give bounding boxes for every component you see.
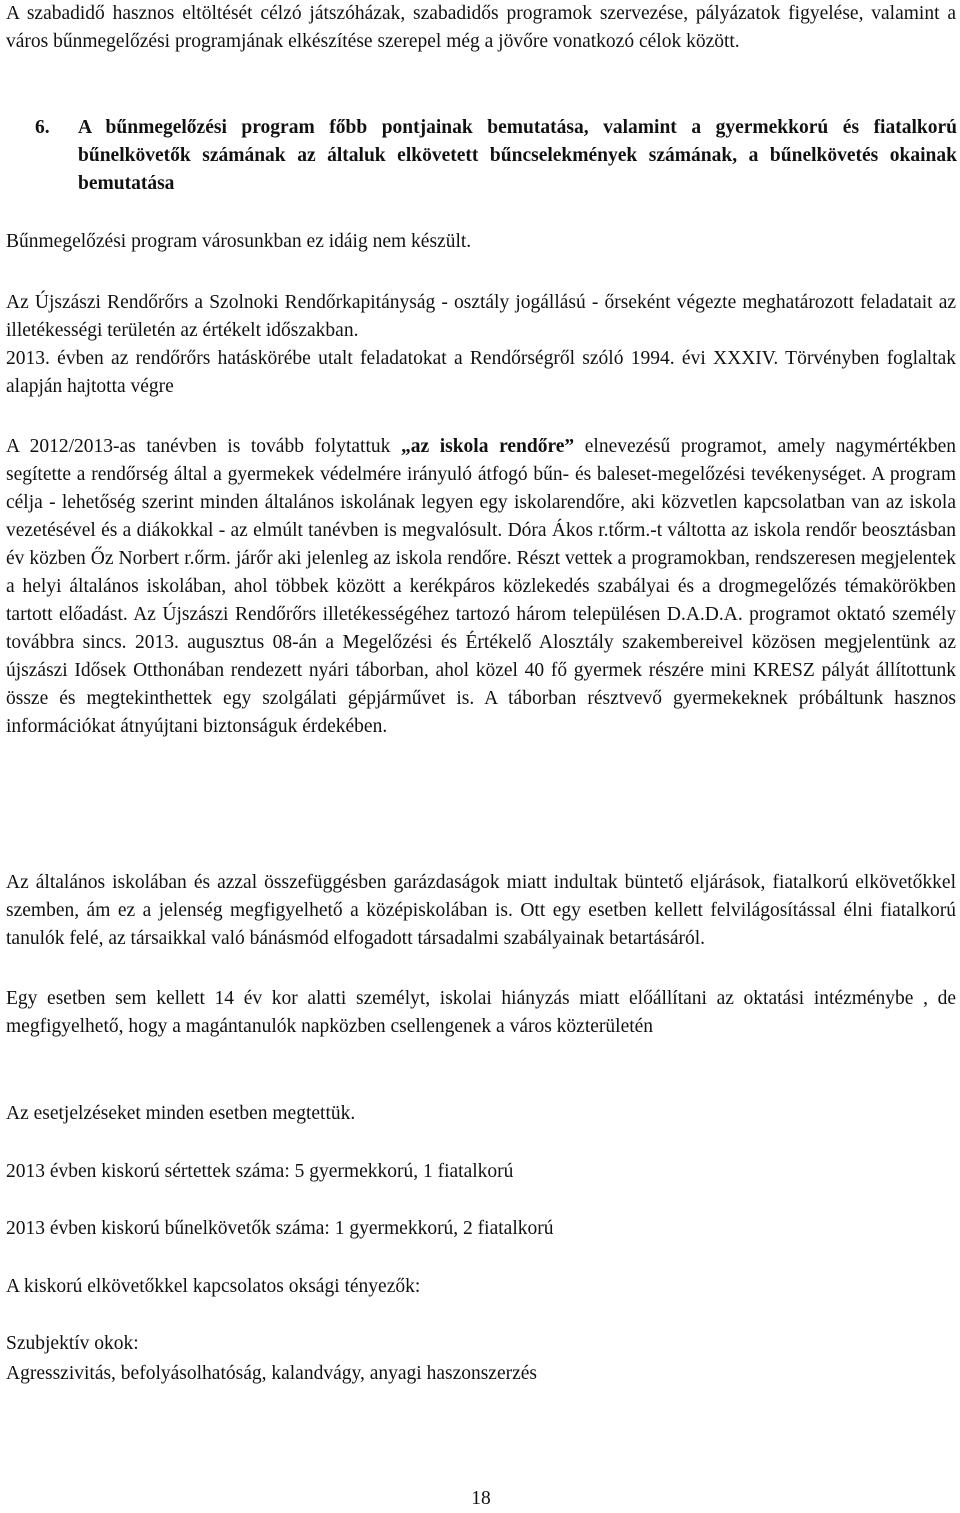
section-heading (35, 114, 957, 198)
hianyzas-paragraph: Egy esetben sem kellett 14 év kor alatti személyt, iskolai hiányzás miatt előállítani az oktatási intézménybe , de megfigyelhető, hogy a magántanulók napközben csellengenek a város közterületén (6, 988, 956, 1037)
oksagi-tenyezok-line: A kiskorú elkövetőkkel kapcsolatos oksági tényezők: (6, 1276, 421, 1297)
szubjektiv-okok-list: Agresszivitás, befolyásolhatóság, kalandvágy, anyagi haszonszerzés (6, 1363, 538, 1384)
section-number: 6. (35, 117, 50, 138)
program-paragraph: Bűnmegelőzési program városunkban ez idáig nem készült. (6, 231, 472, 252)
esetjelzes-paragraph: Az esetjelzéseket minden esetben megtettük. (6, 1103, 356, 1124)
garazdasag-paragraph: Az általános iskolában és azzal összefüggésben garázdaságok miatt indultak büntető eljárások, fiatalkorú elkövetőkkel szemben, ám ez a jelenség megfigyelhető a középiskolában is. Ott egy esetben kellett felvilágosítással élni fiatalkorú tanulók felé, az társaikkal való bánásmód elfogadott társadalmi szabályainak betartásáról. (6, 872, 956, 949)
intro-paragraph: A szabadidő hasznos eltöltését célzó játszóházak, szabadidős programok szervezése, pályázatok figyelése, valamint a város bűnmegelőzési programjának elkészítése szerepel még a jövőre vonatkozó célok között. (6, 3, 956, 52)
iskola-text-before: A 2012/2013-as tanévben is tovább folytattuk (6, 436, 401, 457)
year-2013-paragraph: 2013. évben az rendőrőrs hatáskörébe utalt feladatokat a Rendőrségről szóló 1994. évi XXXIV. Törvényben foglaltak alapján hajtotta végre (6, 348, 956, 397)
page-number: 18 (471, 1488, 491, 1509)
elkovetok-line: 2013 évben kiskorú bűnelkövetők száma: 1 gyermekkorú, 2 fiatalkorú (6, 1218, 554, 1239)
sertettek-line: 2013 évben kiskorú sértettek száma: 5 gyermekkorú, 1 fiatalkorú (6, 1161, 514, 1182)
iskola-rendore-paragraph (6, 433, 956, 741)
iskola-text-after: elnevezésű programot, amely nagymértékben segítette a rendőrség által a gyermekek védelmére irányuló átfogó bűn- és baleset-megelőzési tevékenységet. A program célja - lehetőség szerint minden általános iskolának legyen egy iskolarendőre, aki közvetlen kapcsolatban van az iskola vezetésével és a diákokkal - az elmúlt tanévben is megvalósult. Dóra Ákos r.tőrm.-t váltotta az iskola rendőr beosztásban év közben Őz Norbert r.őrm. járőr aki jelenleg az iskola rendőre. Részt vettek a programokban, rendszeresen megjelentek a helyi általános iskolában, ahol többek között a kerékpáros közlekedés szabályai és a drogmegelőzés témakörökben tartott előadást. Az Újszászi Rendőrőrs illetékességéhez tartozó három településen D.A.D.A. programot oktató személy továbbra sincs. 2013. augusztus 08-án a Megelőzési és Értékelő Alosztály szakembereivel közösen megjelentünk az újszászi Idősek Otthonában rendezett nyári táborban, ahol közel 40 fő gyermek részére mini KRESZ pályát állítottunk össze és megtekinthettek egy szolgálati gépjárművet is. A táborban résztvevő gyermekeknek próbáltunk hasznos információkat átnyújtani biztonságuk érdekében. (6, 436, 956, 737)
rendorors-paragraph: Az Újszászi Rendőrőrs a Szolnoki Rendőrkapitányság - osztály jogállású - őrseként végezte meghatározott feladatait az illetékességi területén az értékelt időszakban. (6, 292, 956, 341)
section-title: A bűnmegelőzési program főbb pontjainak bemutatása, valamint a gyermekkorú és fiatalkorú bűnelkövetők számának az általuk elkövetett bűncselekmények számának, a bűnelkövetés okainak bemutatása (78, 117, 957, 194)
iskola-program-name: „az iskola rendőre” (400, 436, 575, 457)
szubjektiv-okok-label: Szubjektív okok: (6, 1333, 139, 1354)
